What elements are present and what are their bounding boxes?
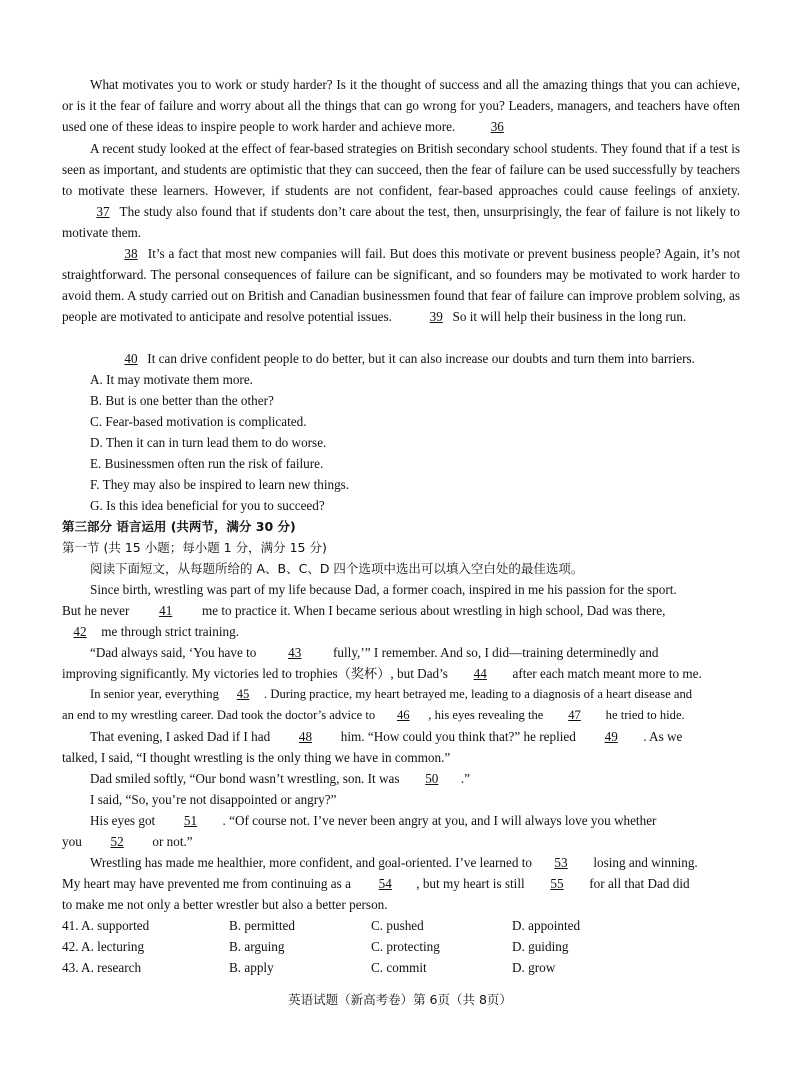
choice-41-b: B. permitted — [229, 918, 295, 933]
choice-43-a: 43. A. research — [62, 960, 142, 975]
cloze-line-16: to make me not only a better wrestler but also a better person. — [62, 897, 388, 912]
section-instruction: 阅读下面短文，从每题所给的 A、B、C、D 四个选项中选出可以填入空白处的最佳选项。 — [90, 561, 584, 576]
cloze-line-6: In senior year, everything 45 . During practice, my heart betrayed me, leading to a diagnosis of a heart disease and — [90, 684, 692, 705]
blank-39: 39 — [429, 309, 443, 324]
blank-50: 50 — [425, 771, 439, 786]
option-b: B. But is one better than the other? — [90, 393, 274, 408]
section-heading: 第三部分 语言运用 (共两节，满分 30 分) — [62, 519, 296, 534]
blank-47: 47 — [568, 708, 581, 722]
option-d: D. Then it can in turn lead them to do worse. — [90, 435, 327, 450]
option-f: F. They may also be inspired to learn new things. — [90, 477, 350, 492]
cloze-line-8: That evening, I asked Dad if I had 48 him. “How could you think that?” he replied 49 . As we — [90, 726, 682, 747]
cloze-line-5: improving significantly. My victories led to trophies（奖杯）, but Dad’s 44 after each match meant more to me. — [62, 663, 702, 684]
cloze-line-12: His eyes got 51 . “Of course not. I’ve never been angry at you, and I will always love you whether — [90, 810, 656, 831]
cloze-line-9: talked, I said, “I thought wrestling is the only thing we have in common.” — [62, 750, 451, 765]
blank-46: 46 — [396, 708, 410, 722]
option-a: A. It may motivate them more. — [90, 372, 253, 387]
reading-paragraph-1: What motivates you to work or study harder? Is it the thought of success and all the amazing things that you can achieve, or is it the fear of failure and worry about all the things that can go wrong for you? Leaders, managers, and teachers have often used one of these ideas to inspire people to work harder and achieve more. 36 — [62, 74, 740, 137]
cloze-line-3: 42 me through strict training. — [62, 621, 239, 642]
choice-41-a: 41. A. supported — [62, 918, 150, 933]
cloze-line-11: I said, “So, you’re not disappointed or angry?” — [90, 792, 337, 807]
blank-48: 48 — [298, 729, 313, 744]
choice-42-a: 42. A. lecturing — [62, 939, 145, 954]
blank-44: 44 — [473, 666, 487, 681]
choice-43-b: B. apply — [229, 960, 274, 975]
page-footer: 英语试题（新高考卷）第 6页（共 8页） — [288, 992, 512, 1007]
cloze-line-13: you 52 or not.” — [62, 831, 193, 852]
cloze-line-4: “Dad always said, ‘You have to 43 fully,’” I remember. And so, I did—training determinedly and — [90, 642, 658, 663]
choice-42-d: D. guiding — [512, 939, 569, 954]
cloze-line-1: Since birth, wrestling was part of my life because Dad, a former coach, inspired in me his passion for the sport. — [90, 582, 677, 597]
blank-41: 41 — [159, 603, 173, 618]
blank-45: 45 — [236, 687, 250, 701]
choice-43-d: D. grow — [512, 960, 556, 975]
blank-55: 55 — [550, 876, 564, 891]
blank-51: 51 — [183, 813, 198, 828]
choice-43-c: C. commit — [371, 960, 427, 975]
option-e: E. Businessmen often run the risk of failure. — [90, 456, 324, 471]
cloze-line-15: My heart may have prevented me from continuing as a 54 , but my heart is still 55 for all that Dad did — [62, 873, 690, 894]
cloze-line-10: Dad smiled softly, “Our bond wasn’t wrestling, son. It was 50 .” — [90, 768, 470, 789]
choice-42-c: C. protecting — [371, 939, 440, 954]
reading-paragraph-2: A recent study looked at the effect of fear-based strategies on British secondary school students. They found that if a test is seen as important, and students are optimistic that they can succeed, then the fear of failure can be used successfully by teachers to motivate these learners. However, if students are not confident, fear-based approaches could cause feelings of anxiety. 37 The study also found that if students don’t care about the test, then, unsurprisingly, the fear of failure is not likely to motivate them. — [62, 141, 740, 240]
blank-54: 54 — [378, 876, 392, 891]
option-g: G. Is this idea beneficial for you to succeed? — [90, 498, 325, 513]
blank-40: 40 — [124, 351, 138, 366]
blank-49: 49 — [604, 729, 618, 744]
option-c: C. Fear-based motivation is complicated. — [90, 414, 307, 429]
cloze-line-2: But he never 41 me to practice it. When I became serious about wrestling in high school, Dad was there, — [62, 600, 665, 621]
cloze-line-14: Wrestling has made me healthier, more confident, and goal-oriented. I’ve learned to 53 losing and winning. — [90, 852, 698, 873]
blank-37: 37 — [96, 204, 110, 219]
blank-36: 36 — [490, 119, 504, 134]
choice-42-b: B. arguing — [229, 939, 285, 954]
cloze-line-7: an end to my wrestling career. Dad took the doctor’s advice to 46 , his eyes revealing the 47 he tried to hide. — [62, 705, 685, 726]
blank-52: 52 — [110, 834, 124, 849]
choice-41-d: D. appointed — [512, 918, 581, 933]
reading-paragraph-3: 38 It’s a fact that most new companies will fail. But does this motivate or prevent business people? Again, it’s not straightforward. The personal consequences of failure can be significant, and so founders may be motivated to work harder to avoid them. A study carried out on British and Canadian businessmen found that fear of failure can improve problem solving, as people are motivated to anticipate and resolve potential issues. 39 So it will help their business in the long run. — [62, 243, 740, 327]
blank-38: 38 — [124, 246, 138, 261]
section-subheading: 第一节 (共 15 小题；每小题 1 分，满分 15 分) — [62, 540, 327, 555]
reading-paragraph-4: 40 It can drive confident people to do better, but it can also increase our doubts and turn them into barriers. — [62, 348, 740, 369]
blank-42: 42 — [73, 624, 87, 639]
blank-43: 43 — [288, 645, 302, 660]
choice-41-c: C. pushed — [371, 918, 424, 933]
blank-53: 53 — [554, 855, 568, 870]
